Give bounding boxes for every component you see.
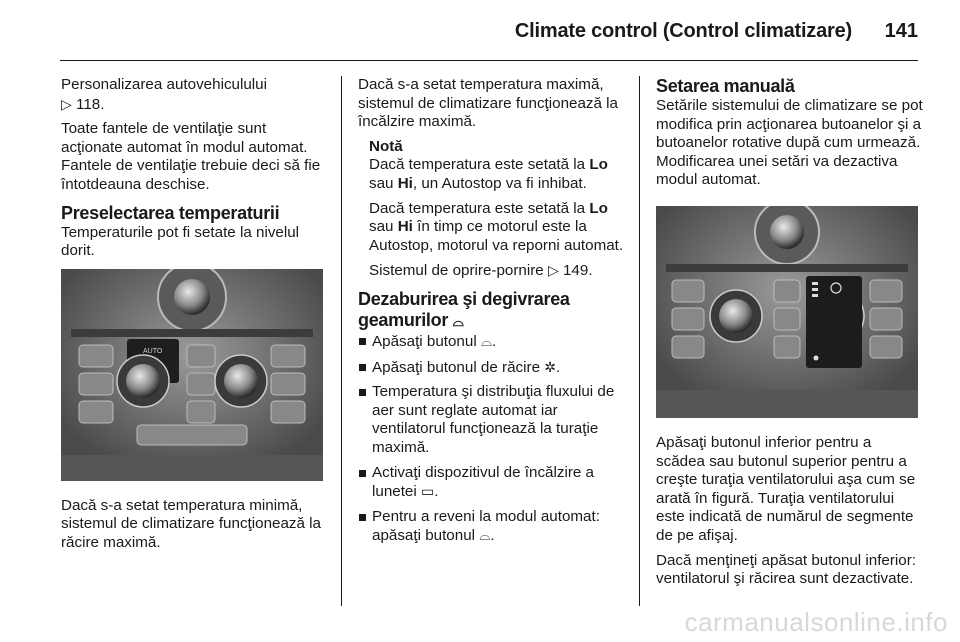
column-divider bbox=[639, 76, 640, 606]
climate-panel-photo bbox=[61, 269, 323, 481]
cooling-icon: ✲ bbox=[544, 358, 556, 375]
column-divider bbox=[341, 76, 342, 606]
note-block bbox=[369, 138, 626, 281]
note-paragraph: Dacă temperatura este setată la Lo sau Hi în timp ce motorul este la Autostop, motorul va reporni automat. bbox=[369, 199, 624, 254]
watermark: carmanualsonline.info bbox=[684, 607, 948, 637]
page-reference[interactable]: 149. bbox=[562, 262, 593, 280]
list-item: Temperatura şi distribuţia fluxului de aer sunt reglate automat iar ventilatorul funcţionează la turaţie maximă. bbox=[358, 383, 626, 457]
column-3 bbox=[656, 76, 924, 595]
page-number: 141 bbox=[884, 20, 918, 42]
paragraph: Apăsaţi butonul inferior pentru a scădea sau butonul superior pentru a creşte turaţia ventilatorului aşa cum se arată în figură. Turaţia ventilatorului este indicată de numărul de segmente de pe afişaj. bbox=[656, 433, 916, 544]
note-paragraph: Sistemul de oprire-pornire ▷ 149. bbox=[369, 262, 593, 280]
section-heading: Dezaburirea şi degivrarea geamurilor ⌓ bbox=[358, 288, 570, 330]
header-rule bbox=[60, 60, 918, 61]
paragraph: Dacă s-a setat temperatura minimă, sistemul de climatizare funcţionează la răcire maximă. bbox=[61, 496, 321, 551]
paragraph: Temperaturile pot fi setate la nivelul dorit. bbox=[61, 223, 300, 260]
windscreen-defrost-icon: ⌓ bbox=[452, 312, 464, 329]
list-item: Apăsaţi butonul de răcire ✲. bbox=[358, 358, 626, 378]
paragraph: Dacă menţineţi apăsat butonul inferior: ventilatorul şi răcirea sunt dezactivate. bbox=[656, 551, 917, 588]
column-2 bbox=[358, 76, 626, 552]
section-heading: Setarea manuală bbox=[656, 76, 795, 96]
rear-window-heating-icon: ▭ bbox=[421, 483, 435, 500]
list-item: Activaţi dispozitivul de încălzire a lunetei ▭. bbox=[358, 464, 626, 502]
paragraph: Setările sistemului de climatizare se pot modifica prin acţionarea butoanelor şi a butoanelor rotative după cum urmează. Modificarea unei setări va dezactiva modul automat. bbox=[656, 97, 923, 189]
section-heading: Preselectarea temperaturii bbox=[61, 202, 280, 223]
paragraph: Personalizarea autovehiculului ▷ 118. bbox=[61, 76, 268, 113]
paragraph: Toate fantele de ventilaţie sunt acţionate automat în modul automat. Fantele de ventilaţie trebuie deci să fie întotdeauna deschise. bbox=[61, 120, 321, 193]
ref-arrow-icon: ▷ bbox=[61, 95, 72, 112]
list-item: Apăsaţi butonul ⌓. bbox=[358, 332, 626, 352]
fan-speed-panel-photo bbox=[656, 206, 918, 418]
note-paragraph: Dacă temperatura este setată la Lo sau Hi, un Autostop va fi inhibat. bbox=[369, 156, 608, 192]
list-item: Pentru a reveni la modul automat: apăsaţi butonul ⌓. bbox=[358, 508, 626, 546]
page-title: Climate control (Control climatizare) bbox=[514, 20, 852, 42]
windscreen-defrost-icon: ⌓ bbox=[480, 332, 493, 349]
windscreen-defrost-icon: ⌓ bbox=[479, 527, 491, 544]
note-title: Notă bbox=[369, 137, 403, 155]
page-header bbox=[0, 0, 960, 62]
column-1 bbox=[61, 76, 329, 559]
auto-label: AUTO bbox=[143, 347, 163, 355]
bullet-list bbox=[358, 332, 626, 546]
paragraph: Dacă s-a setat temperatura maximă, sistemul de climatizare funcţionează la încălzire maximă. bbox=[358, 76, 618, 131]
page-reference[interactable]: 118. bbox=[76, 95, 105, 113]
ref-arrow-icon: ▷ bbox=[547, 262, 559, 279]
